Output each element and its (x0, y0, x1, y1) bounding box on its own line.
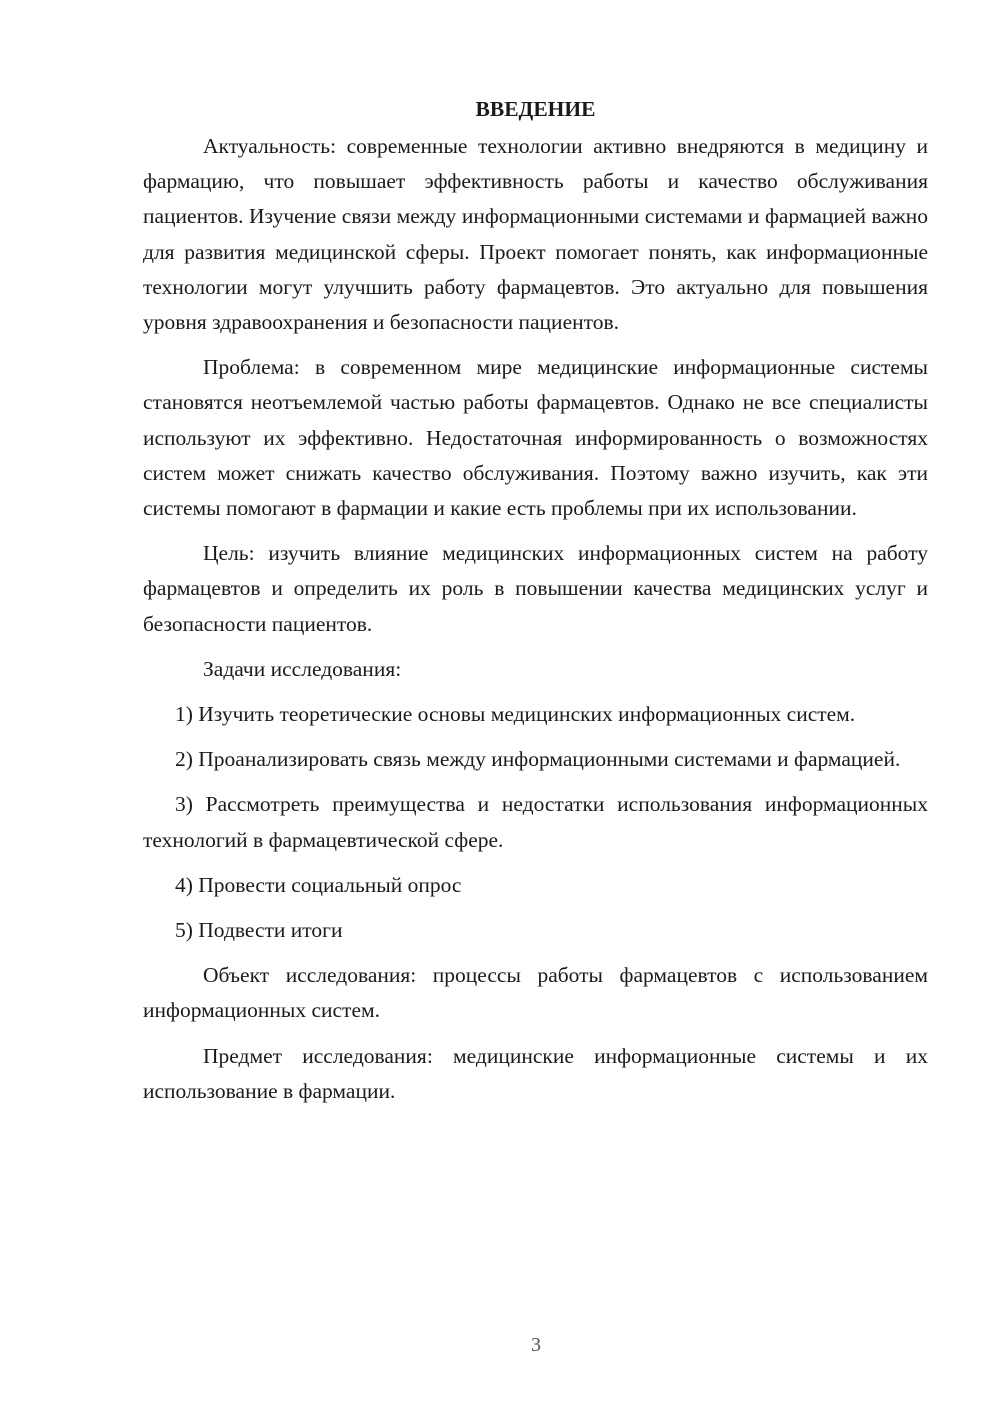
goal-paragraph: Цель: изучить влияние медицинских информационных систем на работу фармацевтов и определить их роль в повышении качества медицинских услуг и безопасности пациентов. (143, 541, 928, 636)
task-item-2: 2) Проанализировать связь между информационными системами и фармацией. (175, 747, 901, 772)
relevance-paragraph: Актуальность: современные технологии активно внедряются в медицину и фармацию, что повышает эффективность работы и качество обслуживания пациентов. Изучение связи между информационными системами и фармацией важно для развития медицинской сферы. Проект помогает понять, как информационные технологии могут улучшить работу фармацевтов. Это актуально для повышения уровня здравоохранения и безопасности пациентов. (143, 134, 928, 335)
document-page (143, 92, 928, 1119)
task-item-5: 5) Подвести итоги (175, 918, 343, 943)
subject-paragraph: Предмет исследования: медицинские информационные системы и их использование в фармации. (143, 1043, 928, 1103)
page-number: 3 (531, 1334, 541, 1356)
tasks-heading: Задачи исследования: (203, 656, 402, 681)
task-item-1: 1) Изучить теоретические основы медицинских информационных систем. (175, 702, 856, 727)
task-item-4: 4) Провести социальный опрос (175, 872, 462, 897)
problem-paragraph: Проблема: в современном мире медицинские информационные системы становятся неотъемлемой частью работы фармацевтов. Однако не все специалисты используют их эффективно. Недостаточная информированность о возможностях систем может снижать качество обслуживания. Поэтому важно изучить, как эти системы помогают в фармации и какие есть проблемы при их использовании. (143, 355, 928, 521)
task-item-3: 3) Рассмотреть преимущества и недостатки использования информационных технологий в фармацевтической сфере. (143, 792, 928, 852)
section-title: ВВЕДЕНИЕ (475, 97, 596, 121)
object-paragraph: Объект исследования: процессы работы фармацевтов с использованием информационных систем. (143, 963, 928, 1023)
